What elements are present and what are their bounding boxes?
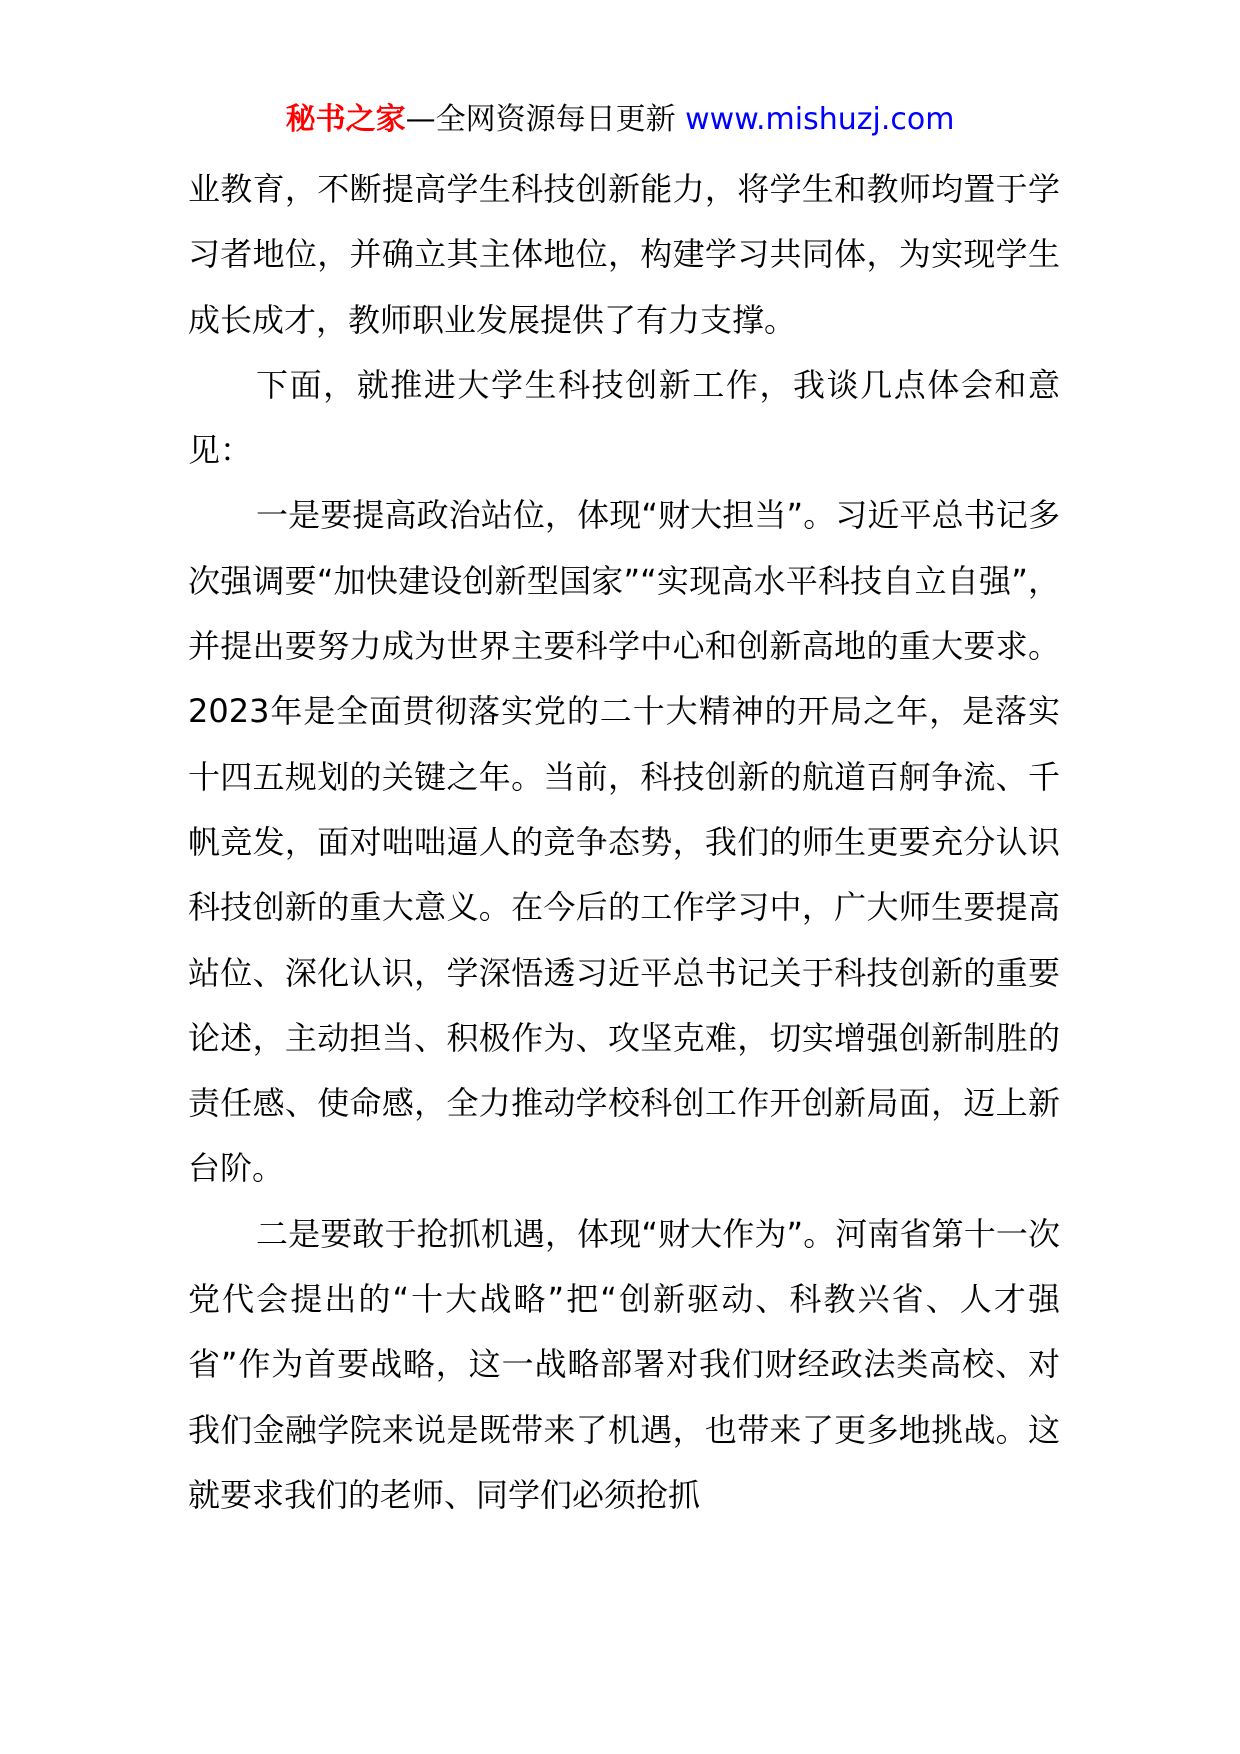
paragraph-point-two: 二是要敢于抢抓机遇，体现“财大作为”。河南省第十一次党代会提出的“十大战略”把“创新驱动、科教兴省、人才强省”作为首要战略，这一战略部署对我们财经政法类高校、对我们金融学院来说是既带来了机遇，也带来了更多地挑战。这就要求我们的老师、同学们必须抢抓 bbox=[188, 1214, 1060, 1514]
watermark-header bbox=[0, 100, 1240, 140]
header-slogan: —全网资源每日更新 bbox=[405, 102, 686, 137]
document-body bbox=[188, 157, 1060, 1528]
paragraph-intro: 下面，就推进大学生科技创新工作，我谈几点体会和意见： bbox=[188, 365, 1060, 470]
paragraph-point-one: 一是要提高政治站位，体现“财大担当”。习近平总书记多次强调要“加快建设创新型国家”“实现高水平科技自立自强”，并提出要努力成为世界主要科学中心和创新高地的重大要求。2023年是全面贯彻落实党的二十大精神的开局之年，是落实十四五规划的关键之年。当前，科技创新的航道百舸争流、千帆竞发，面对咄咄逼人的竞争态势，我们的师生更要充分认识科技创新的重大意义。在今后的工作学习中，广大师生要提高站位、深化认识，学深悟透习近平总书记关于科技创新的重要论述，主动担当、积极作为、攻坚克难，切实增强创新制胜的责任感、使命感，全力推动学校科创工作开创新局面，迈上新台阶。 bbox=[188, 496, 1060, 1188]
paragraph-continuation: 业教育，不断提高学生科技创新能力，将学生和教师均置于学习者地位，并确立其主体地位，构建学习共同体，为实现学生成长成才，教师职业发展提供了有力支撑。 bbox=[188, 170, 1060, 339]
header-url[interactable]: www.mishuzj.com bbox=[685, 102, 955, 137]
brand-name: 秘书之家 bbox=[285, 102, 406, 137]
